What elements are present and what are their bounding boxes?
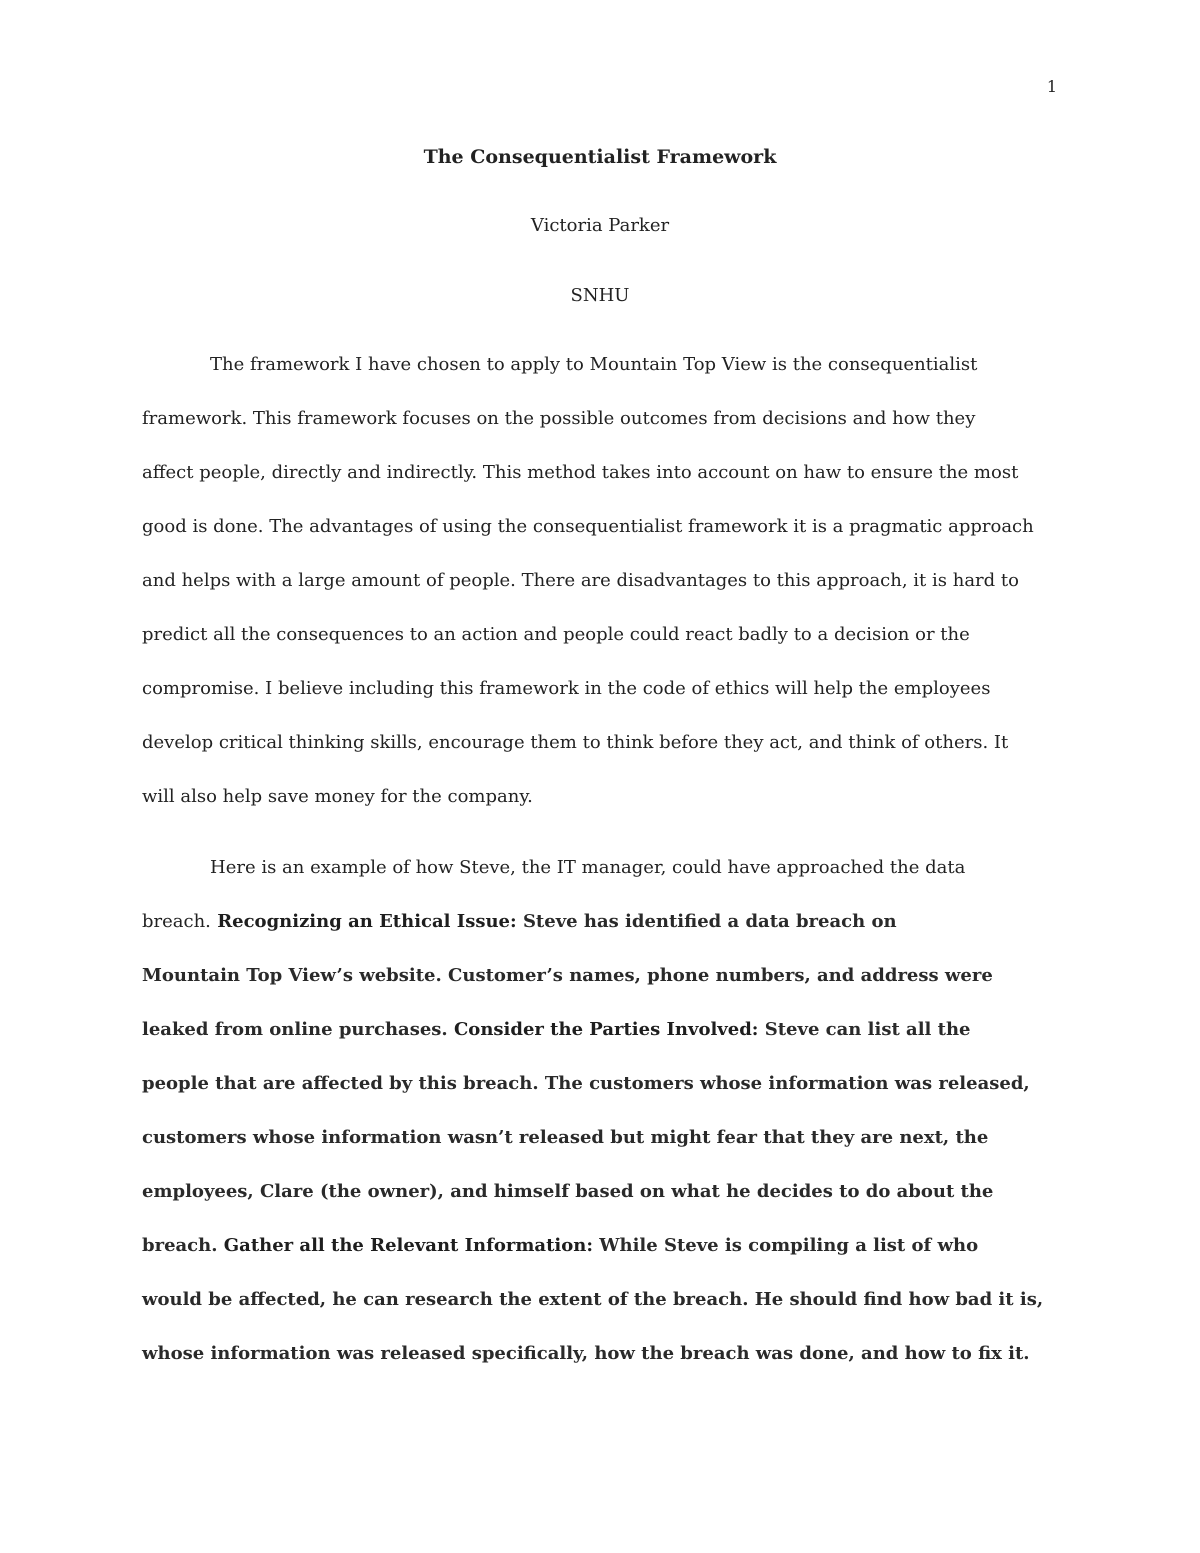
page-number: 1	[1046, 77, 1057, 96]
inline-heading-parties-involved: Consider the Parties Involved:	[453, 1019, 759, 1040]
paragraph-line: affect people, directly and indirectly. This method takes into account on haw to ensure the most	[142, 462, 1019, 483]
paragraph-line: Here is an example of how Steve, the IT manager, could have approached the data	[210, 857, 966, 878]
paragraph-framework-overview	[142, 352, 1062, 838]
paragraph-line: The framework I have chosen to apply to Mountain Top View is the consequentialist	[210, 354, 978, 375]
paragraph-line: Mountain Top View’s website. Customer’s names, phone numbers, and address were	[142, 965, 993, 986]
institution-name: SNHU	[570, 285, 630, 306]
paragraph-line: good is done. The advantages of using the consequentialist framework it is a pragmatic approach	[142, 516, 1034, 537]
paragraph-line: would be affected, he can research the extent of the breach. He should find how bad it is,	[142, 1289, 1044, 1310]
line-text: Steve can list all the	[764, 1019, 971, 1040]
paragraph-line: predict all the consequences to an action and people could react badly to a decision or the	[142, 624, 970, 645]
inline-heading-relevant-information: Gather all the Relevant Information:	[223, 1235, 593, 1256]
paragraph-line	[142, 1233, 1062, 1287]
inline-heading-recognizing-issue: Recognizing an Ethical Issue:	[217, 911, 517, 932]
paragraph-line	[142, 909, 1062, 963]
line-text: While Steve is compiling a list of who	[599, 1235, 979, 1256]
paragraph-line: whose information was released specifically, how the breach was done, and how to fix it.	[142, 1343, 1030, 1364]
author-name: Victoria Parker	[530, 215, 670, 236]
paper-title: The Consequentialist Framework	[423, 146, 777, 168]
line-text: leaked from online purchases.	[142, 1019, 448, 1040]
line-text: breach.	[142, 911, 211, 932]
paragraph-line: people that are affected by this breach. The customers whose information was released,	[142, 1073, 1030, 1094]
line-text: breach.	[142, 1235, 218, 1256]
paragraph-line: develop critical thinking skills, encourage them to think before they act, and think of others. It	[142, 732, 1009, 753]
paragraph-line: employees, Clare (the owner), and himself based on what he decides to do about the	[142, 1181, 994, 1202]
paragraph-line: compromise. I believe including this framework in the code of ethics will help the employees	[142, 678, 991, 699]
paragraph-line: and helps with a large amount of people. There are disadvantages to this approach, it is hard to	[142, 570, 1019, 591]
paragraph-line: will also help save money for the company.	[142, 786, 533, 807]
paragraph-line: framework. This framework focuses on the possible outcomes from decisions and how they	[142, 408, 976, 429]
paragraph-line	[142, 1017, 1062, 1071]
paragraph-line: customers whose information wasn’t released but might fear that they are next, the	[142, 1127, 989, 1148]
paragraph-steve-example	[142, 855, 1062, 1395]
line-text: Steve has identified a data breach on	[522, 911, 897, 932]
